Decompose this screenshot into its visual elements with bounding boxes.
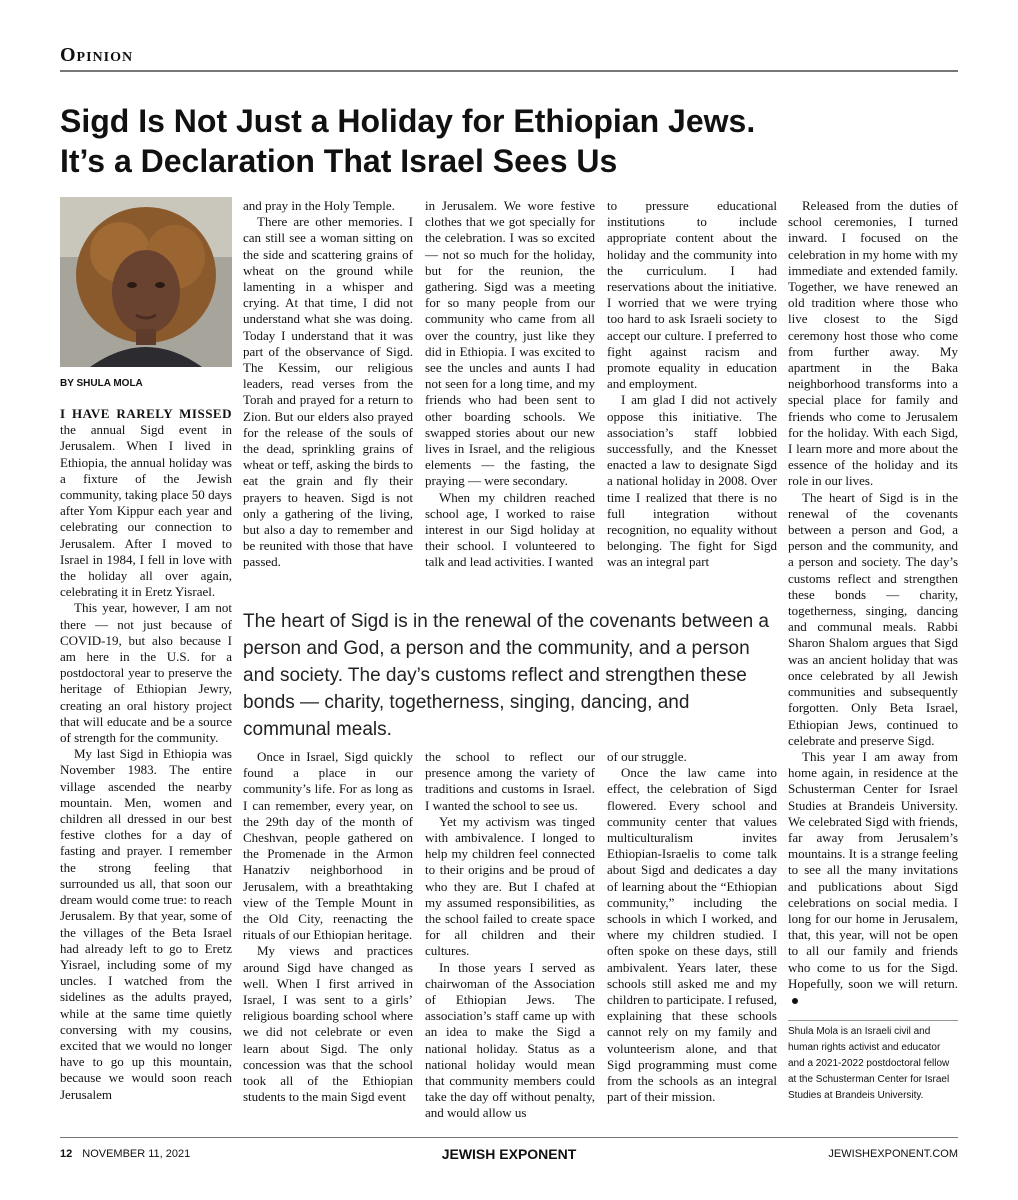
paragraph: I am glad I did not actively oppose this initiative. The association’s staff lobbied successfully, and the Knesset enacted a law to designate Sigd a national holiday in 2008. Over time I realized that there is no full integration without recognition, no equality without belonging. The fight for Sigd was an integral part bbox=[607, 392, 777, 570]
article-headline bbox=[60, 101, 958, 181]
end-mark-icon bbox=[792, 998, 798, 1004]
publication-name: JEWISH EXPONENT bbox=[441, 1146, 577, 1162]
header-rule bbox=[60, 70, 958, 72]
paragraph: and pray in the Holy Temple. bbox=[243, 198, 395, 213]
paragraph-text: the annual Sigd event in Jerusalem. When I lived in Ethiopia, the annual holiday was a fixture of the Jewish community, taking place 50 days after Yom Kippur each year and celebrating our connection to Jerusalem. After I moved to Israel in 1984, I fell in love with the holiday all over again, celebrating it in Eretz Yisrael. bbox=[60, 422, 232, 600]
paragraph: Released from the duties of school ceremonies, I turned inward. I focused on the celebration in my home with my immediate and extended family. Together, we have renewed an old tradition where those who live closest to the Sigd ceremony host those who come from further away. My apartment in the Baka neighborhood transforms into a special place for family and friends who come to Jerusalem for the holiday. With each Sigd, I learn more and more about the essence of the holiday and its role in our lives. bbox=[788, 198, 958, 489]
paragraph: My views and practices around Sigd have changed as well. When I first arrived in Israel, I was sent to a girls’ religious boarding school where we did not celebrate or even learn about Sigd. The only concession was that the school took all of the Ethiopian students to the main Sigd event bbox=[243, 943, 413, 1105]
article-column-3-bottom bbox=[425, 749, 595, 1122]
issue-date: NOVEMBER 11, 2021 bbox=[82, 1148, 191, 1160]
paragraph: in Jerusalem. We wore festive clothes that we got specially for the celebration. I was so excited — not so much for the holiday, but for the reunion, the gathering. Sigd was a meeting for so many people from our community who came from all over the country, just like they did in Ethiopia. I was excited to see the uncles and aunts I had not seen for a long time, and my friends who had been sent to other boarding schools. We swapped stories about our new lives in Israel, and the religious elements — the fasting, the praying — were secondary. bbox=[425, 198, 595, 489]
paragraph: When my children reached school age, I worked to raise interest in our Sigd holiday at their school. I volunteered to talk and lead activities. I wanted bbox=[425, 489, 595, 570]
paragraph: There are other memories. I can still see a woman sitting on the side and scattering grains of wheat on the ground while lamenting in a whisper and crying. At that time, I did not understand what she was doing. Today I understand that it was part of the observance of Sigd. The Kessim, our religious leaders, read verses from the Torah and prayed for a return to Zion. But our elders also prayed for the release of the souls of the dead, sprinkling grains of wheat or teff, asking the birds to eat the grain and fly their prayers to heaven. Sigd is not only a gathering of the living, but also a day to remember and be reunited with those that have passed. bbox=[243, 214, 413, 570]
section-label: Opinion bbox=[60, 44, 134, 66]
paragraph: Once in Israel, Sigd quickly found a place in our community’s life. For as long as I can remember, every year, on the 29th day of the month of Cheshvan, people gathered on the Promenade in the Armon Hanatziv neighborhood in Jerusalem, with a breathtaking view of the Temple Mount in the Old City, reenacting the rituals of our Ethiopian heritage. bbox=[243, 749, 413, 943]
author-portrait-icon bbox=[60, 197, 232, 367]
article-column-1 bbox=[60, 406, 232, 1103]
article-column-2-top bbox=[243, 198, 413, 571]
paragraph: to pressure educational institutions to include appropriate content about the holiday and the community into the curriculum. I had reservations about the initiative. I worried that we were trying too hard to ask Israeli society to accept our culture. I preferred to fight against racism and promote equality in education and employment. bbox=[607, 198, 777, 392]
bio-rule bbox=[788, 1020, 958, 1021]
website: JEWISHEXPONENT.COM bbox=[828, 1148, 958, 1160]
paragraph: of our struggle. bbox=[607, 749, 687, 764]
paragraph: Yet my activism was tinged with ambivalence. I longed to help my children feel connected to their origins and be proud of who they are. But I chafed at my assumed responsibilities, as the school failed to create space for all children and their cultures. bbox=[425, 813, 595, 959]
paragraph: My last Sigd in Ethiopia was November 1983. The entire village ascended the nearby mountain. Men, women and children all dressed in our best festive clothes for a day of fasting and prayer. I remember the strong feeling that surrounded us all, that soon our dream would come true: to reach Jerusalem. By that year, some of the villages of the Beta Israel had already left to go to Eretz Yisrael, including some of my uncles. I watched from the sidelines as the adults prayed, while at the same time quietly conversing with my cousins, excited that we would no longer have to go up this mountain, because we would soon reach Jerusalem bbox=[60, 746, 232, 1102]
article-column-4-top bbox=[607, 198, 777, 571]
paragraph-text: This year I am away from home again, in residence at the Schusterman Center for Israel Studies at Brandeis University. We celebrated Sigd with friends, far away from Jerusalem’s mountains. It is a strange feeling to see all the many invitations and publications about Sigd celebrations on social media. I long for our home in Jerusalem, that, this year, will not be open to all our family and friends who come to us for the Sigd. Hopefully, soon we will return. bbox=[788, 748, 958, 991]
footer-rule bbox=[60, 1137, 958, 1138]
article-column-5 bbox=[788, 198, 958, 1008]
paragraph bbox=[788, 749, 958, 1008]
pull-quote: The heart of Sigd is in the renewal of the covenants between a person and God, a person and the community, and a person and society. The day’s customs reflect and strengthen these bonds — charity, togetherness, singing, dancing, and communal meals. bbox=[243, 611, 769, 740]
paragraph: In those years I served as chairwoman of the Association of Ethiopian Jews. The association’s staff came up with an idea to make the Sigd a national holiday. Status as a national holiday would mean that community members could take the day off without penalty, and would allow us bbox=[425, 959, 595, 1121]
paragraph: Once the law came into effect, the celebration of Sigd flowered. Every school and community center that values multiculturalism invites Ethiopian-Israelis to come talk about Sigd and dedicates a day of learning about the “Ethiopian community,” including the schools in which I worked, and where my children studied. I often spoke on these days, still ambivalent. Years later, these schools still asked me and my children to participate. I refused, explaining that these schools cannot rely on my family and volunteerism alone, and that Sigd programming must come from the schools as an integral part of their mission. bbox=[607, 765, 777, 1105]
page-number: 12 bbox=[60, 1148, 73, 1160]
article-column-2-bottom bbox=[243, 749, 413, 1105]
author-photo bbox=[60, 197, 232, 367]
paragraph: This year, however, I am not there — not just because of COVID-19, but also because I am here in the U.S. for a postdoctoral year to preserve the heritage of Ethiopian Jewry, creating an oral history project that will educate and be a source of strength for the community. bbox=[60, 600, 232, 746]
headline-line-1: Sigd Is Not Just a Holiday for Ethiopian Jews. bbox=[60, 103, 756, 139]
paragraph bbox=[60, 406, 232, 600]
paragraph: The heart of Sigd is in the renewal of the covenants between a person and God, a person and the community, and a person and society. The day’s customs reflect and strengthen these bonds — charity, togetherness, singing, dancing and communal meals. Rabbi Sharon Shalom argues that Sigd was an ancient holiday that was once celebrated by all Jewish communities and subsequently forgotten. Only Beta Israel, Ethiopian Jews, continued to celebrate and preserve Sigd. bbox=[788, 489, 958, 748]
paragraph: the school to reflect our presence among the variety of traditions and customs in Israel. I wanted the school to see us. bbox=[425, 749, 595, 813]
lead-in: I HAVE RARELY MISSED bbox=[60, 406, 232, 421]
article-column-4-bottom bbox=[607, 749, 777, 1105]
article-column-3-top bbox=[425, 198, 595, 571]
byline: BY SHULA MOLA bbox=[60, 378, 143, 389]
author-bio: Shula Mola is an Israeli civil and human rights activist and educator and a 2021-2022 postdoctoral fellow at the Schusterman Center for Israel Studies at Brandeis University. bbox=[788, 1026, 950, 1101]
headline-line-2: It’s a Declaration That Israel Sees Us bbox=[60, 143, 618, 179]
